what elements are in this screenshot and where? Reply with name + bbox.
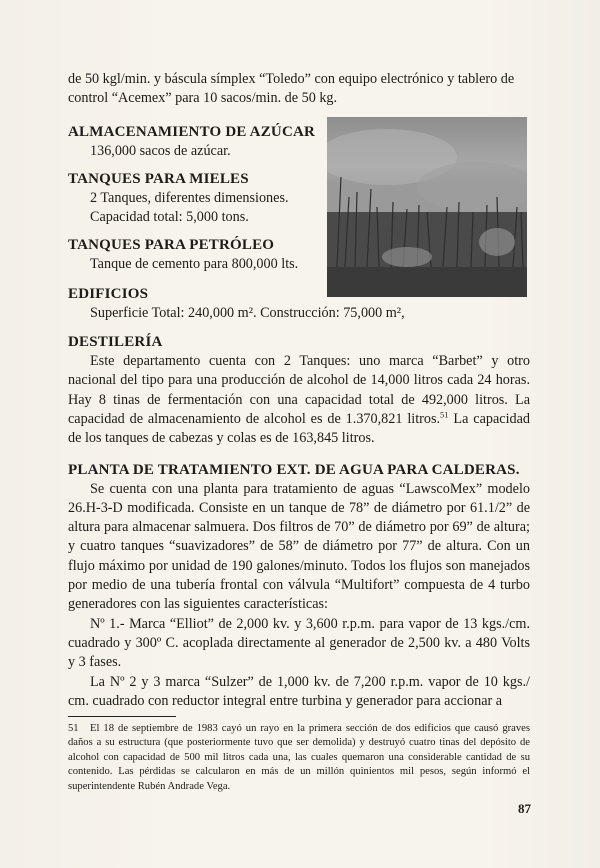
heading-tanques-mieles: TANQUES PARA MIELES (68, 170, 249, 187)
footnote-divider (68, 716, 176, 717)
footnote (68, 722, 530, 794)
planta-paragraph-1: Se cuenta con una planta para tratamiento de aguas “LawscoMex” modelo 26.H-3-D modificada. Consiste en un tanque de 78” de diámetro por 61.1/2” de altura para almacenar salmuera. Dos filtros de 70” de diámetro por 69” de altura; y cuatro tanques “suavizadores” de 58” de diámetro por 77” de altura. Con un flujo máximo por unidad de 190 galones/minuto. Todos los flujos son manejados por medio de una tubería frontal con válvula “Multifort” compuesta de 4 turbo generadores con las siguientes características: (68, 480, 530, 613)
petroleo-line: Tanque de cemento para 800,000 lts. (90, 256, 299, 273)
main-text (68, 70, 530, 711)
destileria-paragraph (68, 352, 530, 448)
azucar-line: 136,000 sacos de azúcar. (90, 142, 231, 159)
page-number: 87 (518, 801, 531, 816)
heading-planta-tratamiento: PLANTA DE TRATAMIENTO EXT. DE AGUA PARA CALDERAS. (68, 461, 520, 478)
edificios-line: Superficie Total: 240,000 m². Construcción: 75,000 m², (90, 304, 405, 321)
intro-line-1: de 50 kgl/min. y báscula símplex “Toledo” con equipo electrónico y tablero de (68, 71, 515, 87)
destileria-text-a: Este departamento cuenta con 2 Tanques: uno marca “Barbet” y otro nacional del tipo para una producción de alcohol de 14,000 litros cada 24 horas. Hay 8 tinas de fermentación con una capacidad total de 492,000 litros. La capacidad de almacenamiento de alcohol es de 1.370,821 litros. (68, 353, 530, 427)
destileria-text-b: La capacidad de los tanques de cabezas y colas es de 163,845 litros. (68, 410, 530, 447)
planta-paragraph-3: La Nº 2 y 3 marca “Sulzer” de 1,000 kv. de 7,200 r.p.m. vapor de 10 kgs./ cm. cuadrado con reductor integral entre turbina y generador para accionar a (68, 673, 530, 709)
heading-destileria: DESTILERÍA (68, 334, 163, 351)
planta-paragraph-2: Nº 1.- Marca “Elliot” de 2,000 kv. y 3,600 r.p.m. para vapor de 13 kgs./cm. cuadrado y 300º C. acoplada directamente al generador de 2,500 kv. a 480 Volts y 3 fases. (68, 615, 530, 671)
footnote-number: 51 (68, 723, 79, 734)
heading-edificios: EDIFICIOS (68, 285, 149, 302)
heading-almacenamiento-azucar: ALMACENAMIENTO DE AZÚCAR (68, 123, 316, 140)
intro-line-2: control “Acemex” para 10 sacos/min. de 50 kg. (68, 90, 338, 107)
footnote-reference[interactable]: 51 (440, 409, 449, 420)
mieles-line-2: Capacidad total: 5,000 tons. (90, 209, 249, 226)
heading-tanques-petroleo: TANQUES PARA PETRÓLEO (68, 237, 275, 254)
footnote-text: El 18 de septiembre de 1983 cayó un rayo en la primera sección de dos edificios que causó graves daños a su estructura (que posteriormente tuvo que ser demolida) y destruyó cuatro tinas del depósito de alcohol con capacidad de 500 mil litros cada una, las cuales quemaron una considerable cantidad de su contenido. Las pérdidas se calcularon en más de un millón quinientos mil pesos, según informó el superintendente Rubén Andrade Vega. (68, 723, 530, 792)
mieles-line-1: 2 Tanques, diferentes dimensiones. (90, 189, 289, 206)
